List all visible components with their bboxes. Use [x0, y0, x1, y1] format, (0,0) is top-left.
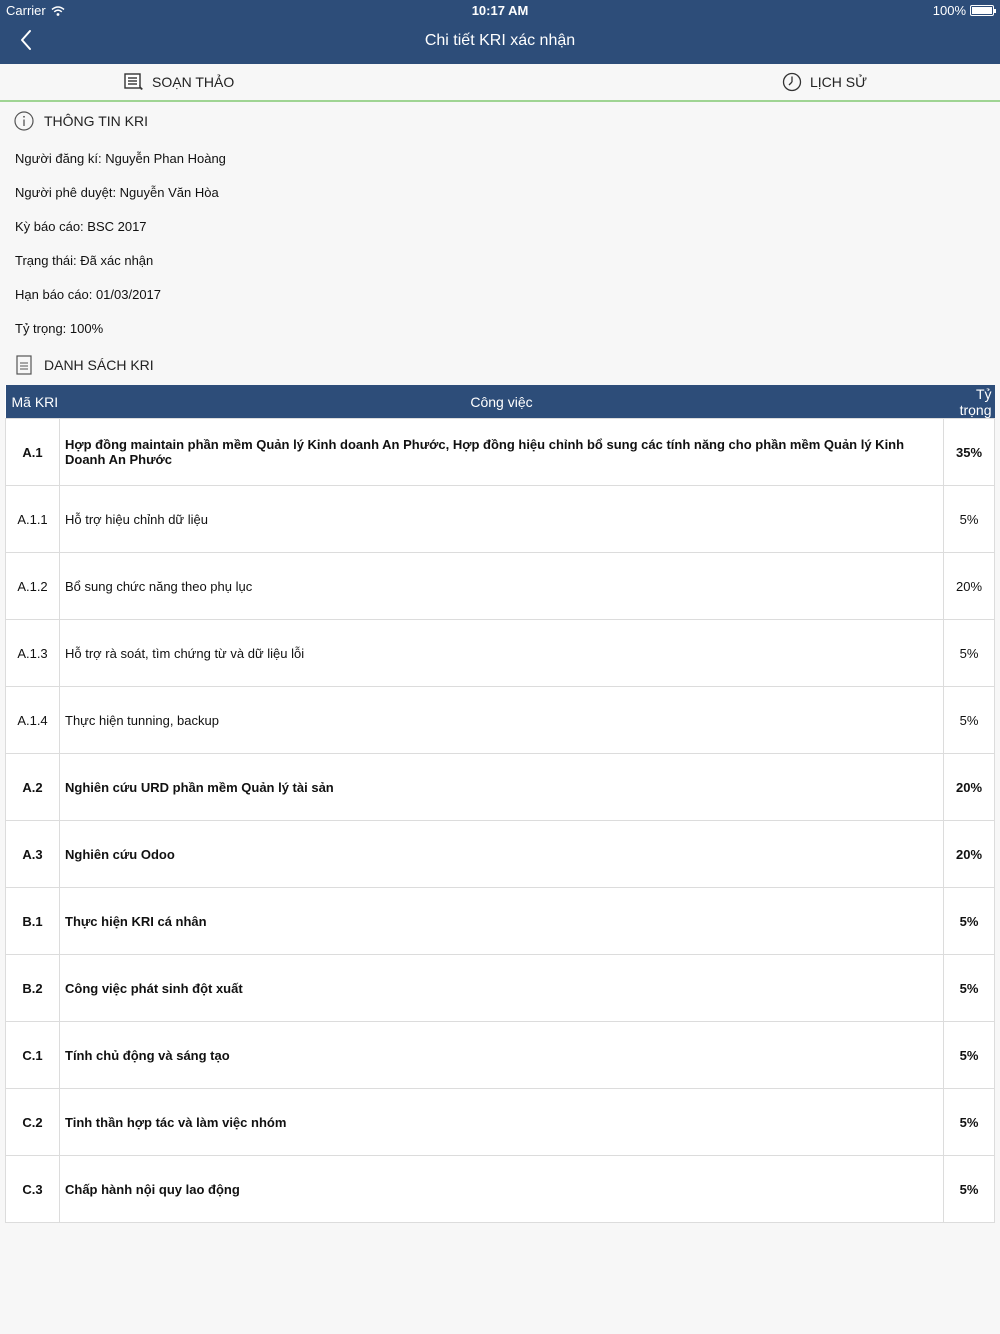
kri-code-cell: B.2 [6, 955, 60, 1022]
kri-code-cell: B.1 [6, 888, 60, 955]
kri-table [5, 385, 995, 1223]
tab-draft[interactable] [124, 64, 234, 100]
kri-code-cell: A.1 [6, 419, 60, 486]
battery-icon [970, 5, 994, 16]
kri-task-cell: Thực hiện tunning, backup [60, 687, 944, 754]
kri-task-cell: Hỗ trợ hiệu chỉnh dữ liệu [60, 486, 944, 553]
tab-history[interactable] [782, 64, 867, 100]
kri-weight-cell: 5% [944, 687, 995, 754]
tab-history-label: LỊCH SỬ [810, 74, 868, 90]
kri-weight-cell: 5% [944, 1089, 995, 1156]
kri-task-cell: Hợp đồng maintain phần mềm Quản lý Kinh doanh An Phước, Hợp đồng hiệu chỉnh bổ sung các tính năng cho phần mềm Quản lý Kinh Doanh An Phước [60, 419, 944, 486]
kri-task-cell: Bổ sung chức năng theo phụ lục [60, 553, 944, 620]
draft-list-icon [124, 73, 144, 91]
kri-task-cell: Công việc phát sinh đột xuất [60, 955, 944, 1022]
kri-code-cell: A.1.4 [6, 687, 60, 754]
kri-code-cell: C.2 [6, 1089, 60, 1156]
status-bar [0, 0, 1000, 20]
list-section-title: DANH SÁCH KRI [44, 357, 154, 373]
carrier-label: Carrier [6, 3, 46, 18]
kri-weight-cell: 20% [944, 553, 995, 620]
table-row[interactable] [6, 1089, 995, 1156]
info-weight: Tỷ trọng: 100% [15, 321, 104, 336]
kri-code-cell: A.1.2 [6, 553, 60, 620]
table-row[interactable] [6, 687, 995, 754]
kri-weight-cell: 5% [944, 955, 995, 1022]
info-period: Kỳ báo cáo: BSC 2017 [15, 219, 147, 234]
kri-weight-cell: 5% [944, 1022, 995, 1089]
document-list-icon [14, 355, 34, 375]
kri-weight-cell: 35% [944, 419, 995, 486]
table-row[interactable] [6, 1022, 995, 1089]
clock-icon [782, 72, 802, 92]
tab-bar [0, 64, 1000, 102]
nav-bar [0, 0, 1000, 64]
kri-code-cell: A.3 [6, 821, 60, 888]
table-row[interactable] [6, 553, 995, 620]
kri-task-cell: Thực hiện KRI cá nhân [60, 888, 944, 955]
table-header-row [6, 385, 995, 419]
table-row[interactable] [6, 955, 995, 1022]
kri-code-cell: A.2 [6, 754, 60, 821]
table-row[interactable] [6, 1156, 995, 1223]
status-time: 10:17 AM [471, 3, 529, 18]
kri-weight-cell: 5% [944, 486, 995, 553]
kri-task-cell: Chấp hành nội quy lao động [60, 1156, 944, 1223]
kri-task-cell: Hỗ trợ rà soát, tìm chứng từ và dữ liệu lỗi [60, 620, 944, 687]
kri-task-cell: Tính chủ động và sáng tạo [60, 1022, 944, 1089]
battery-indicator [933, 3, 994, 18]
info-section-title: THÔNG TIN KRI [44, 113, 148, 129]
kri-task-cell: Tinh thần hợp tác và làm việc nhóm [60, 1089, 944, 1156]
kri-weight-cell: 5% [944, 888, 995, 955]
kri-task-cell: Nghiên cứu Odoo [60, 821, 944, 888]
kri-code-cell: A.1.3 [6, 620, 60, 687]
table-row[interactable] [6, 419, 995, 486]
header-weight: Tỷ trọng [944, 385, 995, 419]
info-icon [14, 111, 34, 131]
kri-code-cell: C.1 [6, 1022, 60, 1089]
table-row[interactable] [6, 821, 995, 888]
table-body [6, 419, 995, 1223]
kri-code-cell: C.3 [6, 1156, 60, 1223]
kri-task-cell: Nghiên cứu URD phần mềm Quản lý tài sản [60, 754, 944, 821]
info-deadline: Hạn báo cáo: 01/03/2017 [15, 287, 162, 302]
kri-weight-cell: 20% [944, 754, 995, 821]
kri-weight-cell: 5% [944, 620, 995, 687]
kri-weight-cell: 20% [944, 821, 995, 888]
battery-label: 100% [932, 3, 966, 18]
header-task: Công việc [60, 385, 944, 419]
info-status: Trạng thái: Đã xác nhận [15, 253, 154, 268]
kri-code-cell: A.1.1 [6, 486, 60, 553]
list-section-header [14, 355, 154, 375]
table-row[interactable] [6, 754, 995, 821]
info-approver: Người phê duyệt: Nguyễn Văn Hòa [15, 185, 219, 200]
page-title: Chi tiết KRI xác nhận [424, 32, 576, 49]
info-section-header [14, 111, 148, 131]
tab-draft-label: SOẠN THẢO [152, 74, 235, 90]
header-code: Mã KRI [6, 385, 60, 419]
table-row[interactable] [6, 486, 995, 553]
table-row[interactable] [6, 888, 995, 955]
kri-weight-cell: 5% [944, 1156, 995, 1223]
info-registrant: Người đăng kí: Nguyễn Phan Hoàng [15, 151, 226, 166]
table-row[interactable] [6, 620, 995, 687]
